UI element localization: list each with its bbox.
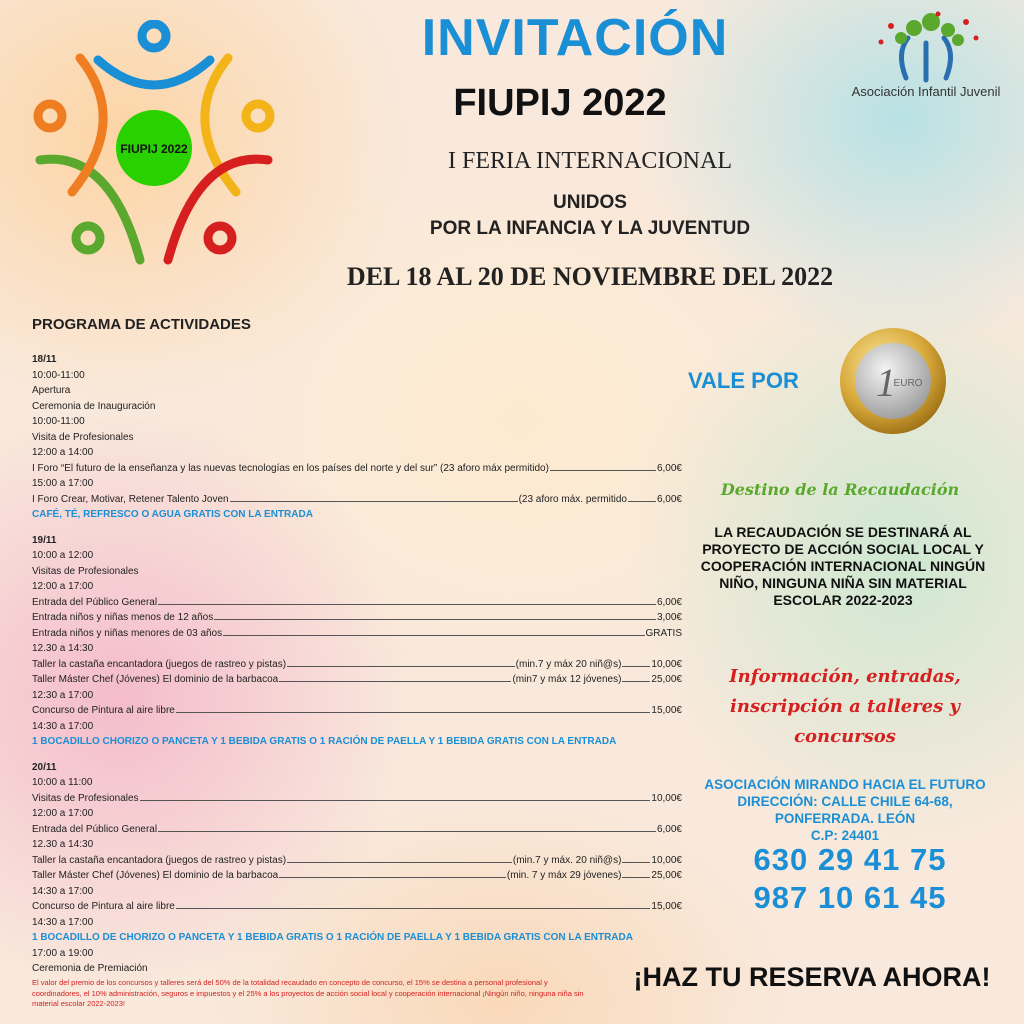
vale-label: VALE POR — [688, 368, 799, 393]
program-item-price: GRATIS — [645, 627, 682, 639]
program-line: Ceremonia de Inauguración — [32, 400, 156, 412]
program-line: 15:00 a 17:00 — [32, 478, 94, 489]
leader-line — [230, 501, 518, 502]
program-promo: 1 BOCADILLO DE CHORIZO O PANCETA Y 1 BEBIDA GRATIS O 1 RACIÓN DE PAELLA Y 1 BEBIDA GRATIS CON LA ENTRADA — [32, 932, 633, 943]
program-line: 12:00 a 17:00 — [32, 581, 94, 592]
program-day-date: 18/11 — [32, 354, 57, 365]
leader-line — [287, 666, 515, 667]
program-title: PROGRAMA DE ACTIVIDADES — [32, 316, 251, 333]
program-item-price: 25,00€ — [651, 674, 682, 685]
program-line: Ceremonia de Premiación — [32, 963, 148, 974]
program-item-price: 25,00€ — [651, 870, 682, 881]
unidos-line-2: POR LA INFANCIA Y LA JUVENTUD — [429, 218, 751, 239]
program-item-note: (min.7 y máx 20 niñ@s) — [515, 658, 622, 670]
program-priced-item — [32, 492, 682, 508]
unidos-block — [330, 190, 850, 242]
program-priced-item — [32, 822, 682, 838]
program-line: 10:00-11:00 — [32, 416, 85, 427]
program-line: 12:00 a 14:00 — [32, 447, 94, 458]
program-line: 12.30 a 14:30 — [32, 643, 94, 654]
program-line: Apertura — [32, 385, 71, 396]
program-item-label: Entrada del Público General — [32, 596, 158, 608]
page-subtitle: FIUPIJ 2022 — [453, 82, 667, 124]
leader-line — [550, 470, 656, 471]
program-priced-item — [32, 899, 682, 915]
association-contact — [670, 776, 1020, 844]
program-item-label: Taller la castaña encantadora (juegos de rastreo y pistas) — [32, 854, 287, 866]
program-promo: CAFÉ, TÉ, REFRESCO O AGUA GRATIS CON LA ENTRADA — [32, 509, 313, 520]
program-priced-item — [32, 595, 682, 611]
program-priced-item — [32, 791, 682, 807]
leader-line — [176, 712, 651, 713]
program-item-price: 15,00€ — [651, 901, 682, 912]
leader-line — [622, 666, 650, 667]
unidos-line-1: UNIDOS — [553, 192, 627, 213]
svg-text:EURO: EURO — [893, 378, 923, 389]
association-address: DIRECCIÓN: CALLE CHILE 64-68, — [737, 794, 953, 809]
logo-right-text: Asociación Infantil Juvenil — [851, 84, 1001, 99]
program-list — [32, 352, 682, 977]
leader-line — [223, 635, 644, 636]
program-line: 12:30 a 17:00 — [32, 689, 94, 701]
destino-text: LA RECAUDACIÓN SE DESTINARÁ AL PROYECTO DE ACCIÓN SOCIAL LOCAL Y COOPERACIÓN INTERNACIONAL NINGÚN NIÑO, NINGUNA NIÑA SIN MATERIAL ESCOLAR 2022-2023 — [700, 524, 986, 608]
program-footnote: El valor del premio de los concursos y talleres será del 50% de la totalidad recaudado en concepto de concurso, el 15% se destina a personal profesional y coordinadores, el 10% administración, seguros e impuestos y el 25% a los proyectos de acción social local y cooperación internacional ¡Ningún niño, ninguna niña sin material escolar 2022-2023! — [32, 978, 584, 1008]
program-priced-item — [32, 657, 682, 673]
program-item-note: (min. 7 y máx 29 jóvenes) — [506, 870, 622, 881]
program-line: 17:00 a 19:00 — [32, 947, 94, 959]
svg-text:1: 1 — [876, 360, 896, 405]
leader-line — [287, 862, 512, 863]
program-item-label: Entrada niños y niñas menos de 12 años — [32, 612, 214, 623]
program-item-note: (23 aforo máx. permitido — [518, 493, 627, 505]
reserve-cta: ¡HAZ TU RESERVA AHORA! — [633, 962, 991, 992]
program-item-price: 10,00€ — [651, 792, 682, 804]
feria-line: I FERIA INTERNACIONAL — [448, 148, 732, 174]
program-line: 14:30 a 17:00 — [32, 916, 94, 928]
program-line: 12:00 a 17:00 — [32, 808, 94, 819]
program-line: Visita de Profesionales — [32, 431, 134, 443]
program-line: 14:30 a 17:00 — [32, 720, 94, 732]
program-priced-item — [32, 703, 682, 719]
program-priced-item — [32, 868, 682, 884]
program-item-price: 6,00€ — [656, 596, 682, 608]
program-item-note: (min7 y máx 12 jóvenes) — [512, 674, 622, 685]
association-city: PONFERRADA. LEÓN — [774, 811, 916, 826]
program-item-price: 6,00€ — [656, 462, 682, 474]
program-item-label: Entrada niños y niñas menores de 03 años — [32, 627, 223, 639]
program-item-label: Visitas de Profesionales — [32, 792, 139, 804]
leader-line — [140, 800, 651, 801]
program-line: 10:00 a 12:00 — [32, 550, 94, 561]
program-item-label: Taller la castaña encantadora (juegos de rastreo y pistas) — [32, 658, 287, 670]
program-priced-item — [32, 626, 682, 642]
program-item-label: I Foro Crear, Motivar, Retener Talento Joven — [32, 493, 229, 505]
program-line: Visitas de Profesionales — [32, 565, 139, 577]
leader-line — [214, 619, 656, 620]
leader-line — [628, 501, 656, 502]
destino-title: Destino de la Recaudación — [720, 480, 960, 499]
leader-line — [176, 908, 651, 909]
fiupij-logo — [28, 20, 280, 272]
program-promo: 1 BOCADILLO CHORIZO O PANCETA Y 1 BEBIDA GRATIS O 1 RACIÓN DE PAELLA Y 1 BEBIDA GRATIS CON LA ENTRADA — [32, 736, 617, 747]
program-priced-item — [32, 672, 682, 688]
leader-line — [279, 681, 511, 682]
leader-line — [158, 604, 656, 605]
leader-line — [622, 877, 650, 878]
program-priced-item — [32, 461, 682, 477]
association-postal-code: C.P: 24401 — [810, 828, 880, 843]
program-item-price: 6,00€ — [656, 823, 682, 835]
program-item-label: Entrada del Público General — [32, 823, 158, 835]
euro-coin-icon — [838, 326, 948, 436]
association-name: ASOCIACIÓN MIRANDO HACIA EL FUTURO — [704, 777, 986, 792]
phone-number-1[interactable]: 630 29 41 75 — [753, 842, 947, 877]
program-item-price: 15,00€ — [651, 705, 682, 716]
program-item-price: 3,00€ — [656, 612, 682, 623]
program-item-label: Taller Máster Chef (Jóvenes) El dominio de la barbacoa — [32, 870, 279, 881]
program-day-date: 19/11 — [32, 534, 57, 546]
leader-line — [622, 681, 650, 682]
program-item-label: Concurso de Pintura al aire libre — [32, 705, 175, 716]
program-day-date: 20/11 — [32, 761, 57, 773]
program-item-price: 10,00€ — [651, 658, 682, 670]
phone-number-2[interactable]: 987 10 61 45 — [753, 880, 947, 915]
program-line: 12.30 a 14:30 — [32, 839, 94, 850]
leader-line — [622, 862, 650, 863]
program-item-label: Taller Máster Chef (Jóvenes) El dominio de la barbacoa — [32, 674, 279, 685]
page-title: INVITACIÓN — [421, 9, 729, 67]
leader-line — [279, 877, 506, 878]
program-line: 10:00-11:00 — [32, 369, 85, 381]
event-dates: DEL 18 AL 20 DE NOVIEMBRE DEL 2022 — [346, 262, 834, 291]
program-priced-item — [32, 853, 682, 869]
leader-line — [158, 831, 656, 832]
program-line: 10:00 a 11:00 — [32, 777, 93, 788]
program-item-label: Concurso de Pintura al aire libre — [32, 901, 175, 912]
program-item-price: 6,00€ — [656, 493, 682, 505]
info-title: Información, entradas, inscripción a talleres y concursos — [729, 666, 961, 747]
program-item-note: (min.7 y máx. 20 niñ@s) — [512, 854, 622, 866]
program-item-price: 10,00€ — [651, 854, 682, 866]
logo-left-text: FIUPIJ 2022 — [120, 142, 188, 156]
program-priced-item — [32, 610, 682, 626]
program-line: 14:30 a 17:00 — [32, 885, 94, 897]
program-item-label: I Foro “El futuro de la enseñanza y las nuevas tecnologías en los países del norte y del sur” (23 aforo máx permitido) — [32, 462, 549, 474]
